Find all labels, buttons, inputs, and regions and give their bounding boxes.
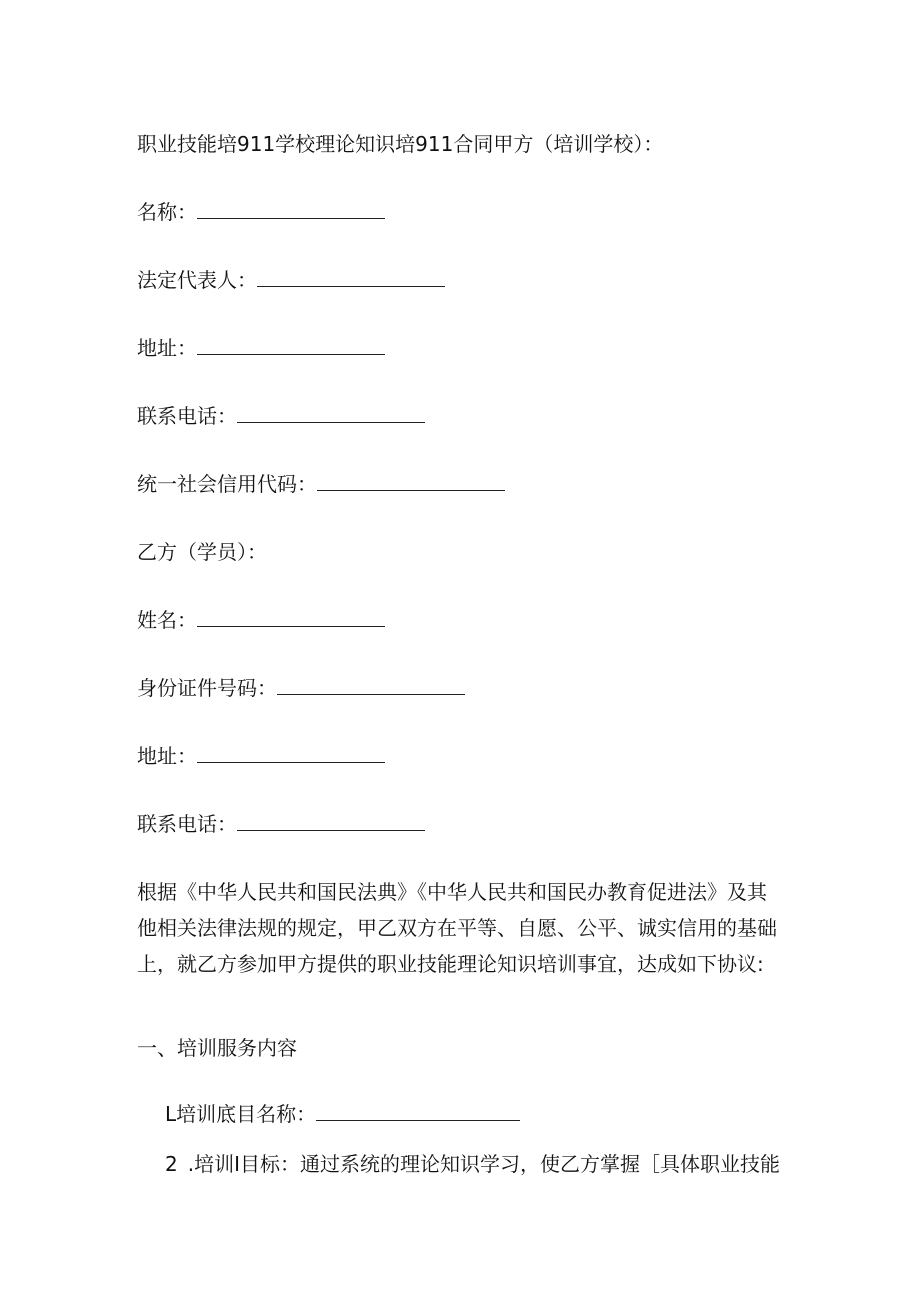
party-b-heading: 乙方（学员）： (137, 540, 267, 564)
preamble-line: 上，就乙方参加甲方提供的职业技能理论知识培训事宜，达成如下协议: (137, 952, 764, 976)
party-a-address-label: 地址： (137, 336, 197, 360)
item-2-number: 2 (165, 1152, 178, 1176)
section-1-item-2-row (165, 1150, 780, 1178)
training-goal-text: .培训I目标：通过系统的理论知识学习，使乙方掌握［具体职业技能 (187, 1152, 780, 1176)
preamble-paragraph (137, 874, 787, 982)
party-b-address-blank[interactable] (197, 744, 385, 763)
section-1-item-1-row (165, 1100, 520, 1128)
contract-title-line: 职业技能培911学校理论知识培911合同甲方（培训学校）： (137, 132, 664, 156)
party-a-phone-row (137, 402, 425, 430)
party-b-name-label: 姓名： (137, 608, 197, 632)
party-a-phone-blank[interactable] (237, 404, 425, 423)
party-a-credit-code-label: 统一社会信用代码： (137, 472, 317, 496)
party-b-id-blank[interactable] (277, 676, 465, 695)
party-a-name-row (137, 198, 385, 226)
party-a-phone-label: 联系电话： (137, 404, 237, 428)
preamble-line: 他相关法律法规的规定，甲乙双方在平等、自愿、公平、诚实信用的基础 (137, 916, 777, 940)
party-b-id-label: 身份证件号码： (137, 676, 277, 700)
party-a-name-blank[interactable] (197, 200, 385, 219)
party-b-phone-row (137, 810, 425, 838)
party-a-name-label: 名称： (137, 200, 197, 224)
party-a-credit-code-blank[interactable] (317, 472, 505, 491)
training-project-name-label: L培训底目名称： (165, 1102, 317, 1126)
party-b-address-row (137, 742, 385, 770)
party-b-name-row (137, 606, 385, 634)
party-a-address-blank[interactable] (197, 336, 385, 355)
party-b-name-blank[interactable] (197, 608, 385, 627)
training-project-name-blank[interactable] (316, 1102, 520, 1121)
party-a-representative-label: 法定代表人： (137, 268, 257, 292)
section-1-heading: 一、培训服务内容 (137, 1036, 297, 1060)
party-b-phone-label: 联系电话： (137, 812, 237, 836)
party-a-representative-row (137, 266, 445, 294)
party-b-phone-blank[interactable] (237, 812, 425, 831)
party-a-representative-blank[interactable] (257, 268, 445, 287)
party-b-id-row (137, 674, 465, 702)
preamble-line: 根据《中华人民共和国民法典》《中华人民共和国民办教育促进法》及其 (137, 880, 767, 904)
party-a-address-row (137, 334, 385, 362)
party-a-credit-code-row (137, 470, 505, 498)
party-b-address-label: 地址： (137, 744, 197, 768)
